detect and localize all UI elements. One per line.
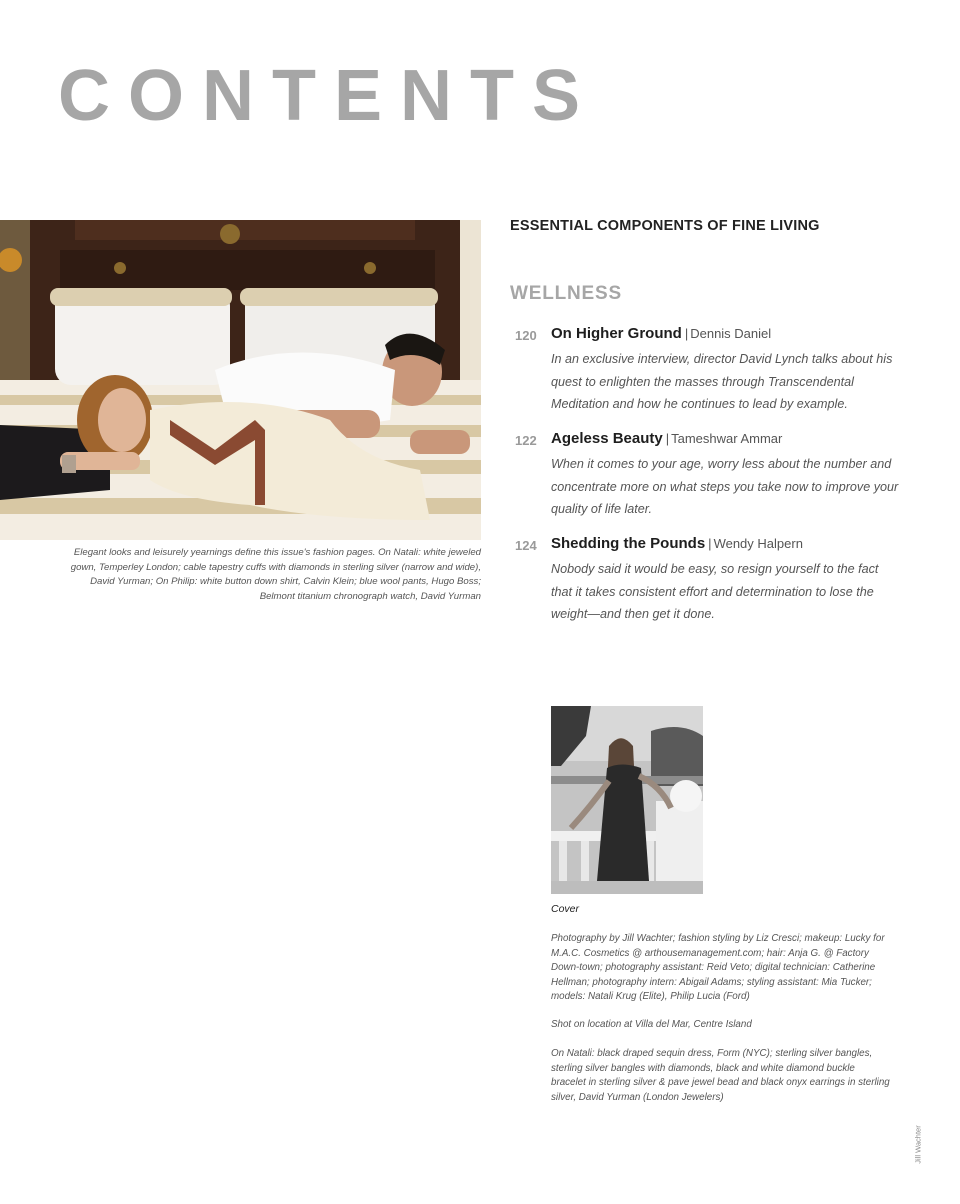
article-title[interactable]: Shedding the Pounds — [551, 535, 706, 552]
article-title[interactable]: Ageless Beauty — [551, 430, 663, 447]
page-number: 122 — [515, 433, 537, 448]
article-title[interactable]: On Higher Ground — [551, 325, 682, 342]
article-author: Wendy Halpern — [713, 536, 803, 551]
article-description: In an exclusive interview, director David Lynch talks about his quest to enlighten the masses through Transcendental Meditation and how he continues to lead by example. — [551, 352, 893, 411]
photo-caption: Elegant looks and leisurely yearnings define this issue's fashion pages. On Natali: white jeweled gown, Temperley London; cable tapestry cuffs with diamonds in sterling silver (narrow and wide), David Yurman; On Philip: white button down shirt, Calvin Klein; blue wool pants, Hugo Boss; Belmont titanium chronograph watch, David Yurman — [70, 547, 481, 602]
cover-photo — [551, 706, 703, 894]
category-heading: WELLNESS — [510, 283, 622, 304]
title-separator: | — [708, 536, 712, 551]
article-author: Dennis Daniel — [690, 326, 772, 341]
section-heading: ESSENTIAL COMPONENTS OF FINE LIVING — [510, 218, 820, 234]
article-description: Nobody said it would be easy, so resign yourself to the fact that it takes consistent effort and determination to lose the weight—and then get it done. — [551, 562, 879, 621]
cover-credits: Photography by Jill Wachter; fashion styling by Liz Cresci; makeup: Lucky for M.A.C. Cosmetics @ arthousemanagement.com; hair: Anja G. @ Factory Down-town; photography assistant: Reid Veto; digital technician: Catherine Hellman; photography intern: Abigail Adams; styling assistant: Mia Tucker; models: Natali Krug (Elite), Philip Lucia (Ford) — [551, 933, 885, 1002]
title-separator: | — [684, 326, 689, 341]
article-author: Tameshwar Ammar — [671, 431, 783, 446]
fashion-photo — [0, 220, 481, 540]
wardrobe-credit: On Natali: black draped sequin dress, Form (NYC); sterling silver bangles, sterling silver bangles with diamonds, black and white diamond buckle bracelet in sterling silver & pave jewel bead and black onyx earrings in sterling silver, David Yurman (London Jewelers) — [551, 1048, 890, 1103]
page-number: 124 — [515, 538, 537, 553]
location-credit: Shot on location at Villa del Mar, Centre Island — [551, 1019, 752, 1030]
title-separator: | — [665, 431, 670, 446]
article-description: When it comes to your age, worry less about the number and concentrate more on what steps you take now to improve your quality of life later. — [551, 457, 899, 516]
page-number: 120 — [515, 328, 537, 343]
photographer-credit: Jill Wachter — [913, 1125, 923, 1164]
page-title: CONTENTS — [58, 56, 598, 136]
cover-label: Cover — [551, 903, 580, 915]
